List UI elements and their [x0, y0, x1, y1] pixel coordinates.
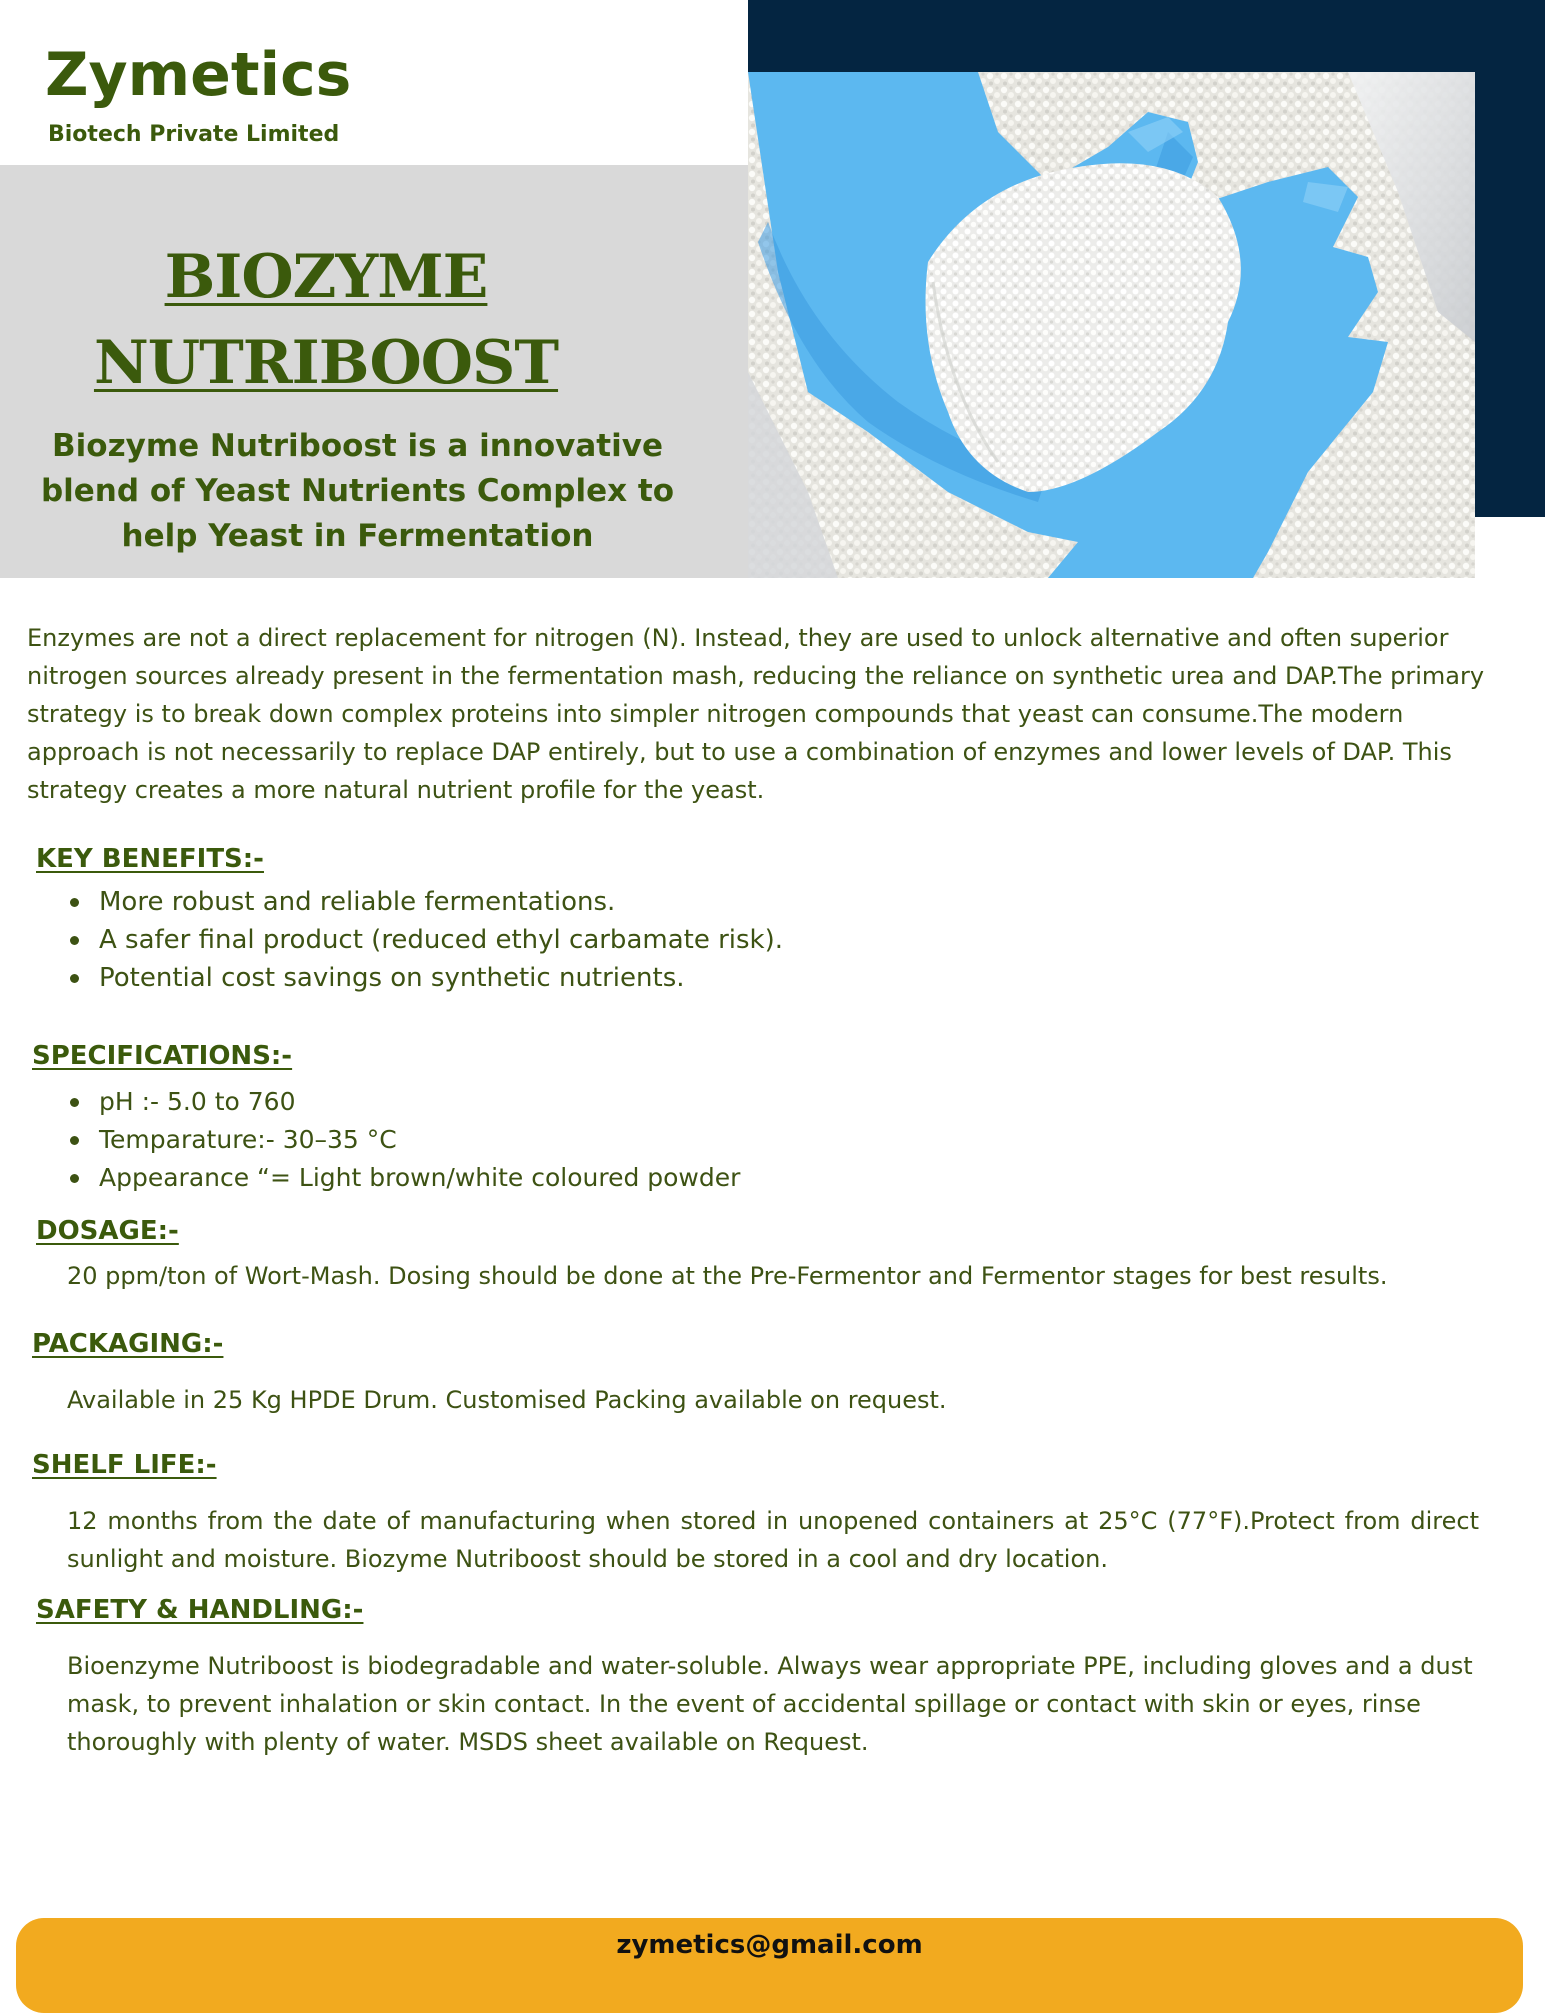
key-benefits-list	[66, 883, 783, 997]
list-item: A safer final product (reduced ethyl carbamate risk).	[66, 921, 783, 959]
list-item: Temparature:- 30–35 °C	[66, 1121, 740, 1159]
brand-subtitle: Biotech Private Limited	[48, 122, 340, 147]
gloved-hand-granules-photo	[748, 72, 1475, 578]
list-item: Appearance “= Light brown/white coloured powder	[66, 1159, 740, 1197]
safety-heading: SAFETY & HANDLING:-	[36, 1595, 364, 1625]
key-benefits-heading: KEY BENEFITS:-	[36, 844, 264, 874]
product-tagline: Biozyme Nutriboost is a innovative blend of Yeast Nutrients Complex to help Yeast in Fermentation	[40, 428, 675, 554]
packaging-heading: PACKAGING:-	[32, 1329, 224, 1359]
dosage-heading: DOSAGE:-	[36, 1216, 179, 1246]
specifications-list	[66, 1083, 740, 1197]
list-item: More robust and reliable fermentations.	[66, 883, 783, 921]
list-item: Potential cost savings on synthetic nutrients.	[66, 959, 783, 997]
shelf-life-heading: SHELF LIFE:-	[32, 1450, 217, 1480]
dosage-text: 20 ppm/ton of Wort-Mash. Dosing should be done at the Pre-Fermentor and Fermentor stages for best results.	[67, 1262, 1388, 1290]
safety-text: Bioenzyme Nutriboost is biodegradable and water-soluble. Always wear appropriate PPE, including gloves and a dust mask, to prevent inhalation or skin contact. In the event of accidental spillage or contact with skin or eyes, rinse thoroughly with plenty of water. MSDS sheet available on Request.	[67, 1652, 1473, 1756]
list-item: pH :- 5.0 to 760	[66, 1083, 740, 1121]
product-title-line2: NUTRIBOOST	[93, 328, 559, 398]
packaging-text: Available in 25 Kg HPDE Drum. Customised Packing available on request.	[67, 1386, 947, 1414]
product-title-line1: BIOZYME	[164, 242, 488, 312]
specifications-heading: SPECIFICATIONS:-	[32, 1041, 293, 1071]
brand-name: Zymetics	[45, 40, 352, 110]
shelf-life-text: 12 months from the date of manufacturing when stored in unopened containers at 25°C (77°F).Protect from direct sunlight and moisture. Biozyme Nutriboost should be stored in a cool and dry location.	[67, 1507, 1479, 1573]
contact-email: zymetics@gmail.com	[616, 1930, 923, 1960]
intro-paragraph: Enzymes are not a direct replacement for nitrogen (N). Instead, they are used to unlock alternative and often superior nitrogen sources already present in the fermentation mash, reducing the reliance on synthetic urea and DAP.The primary strategy is to break down complex proteins into simpler nitrogen compounds that yeast can consume.The modern approach is not necessarily to replace DAP entirely, but to use a combination of enzymes and lower levels of DAP. This strategy creates a more natural nutrient profile for the yeast.	[27, 624, 1485, 804]
